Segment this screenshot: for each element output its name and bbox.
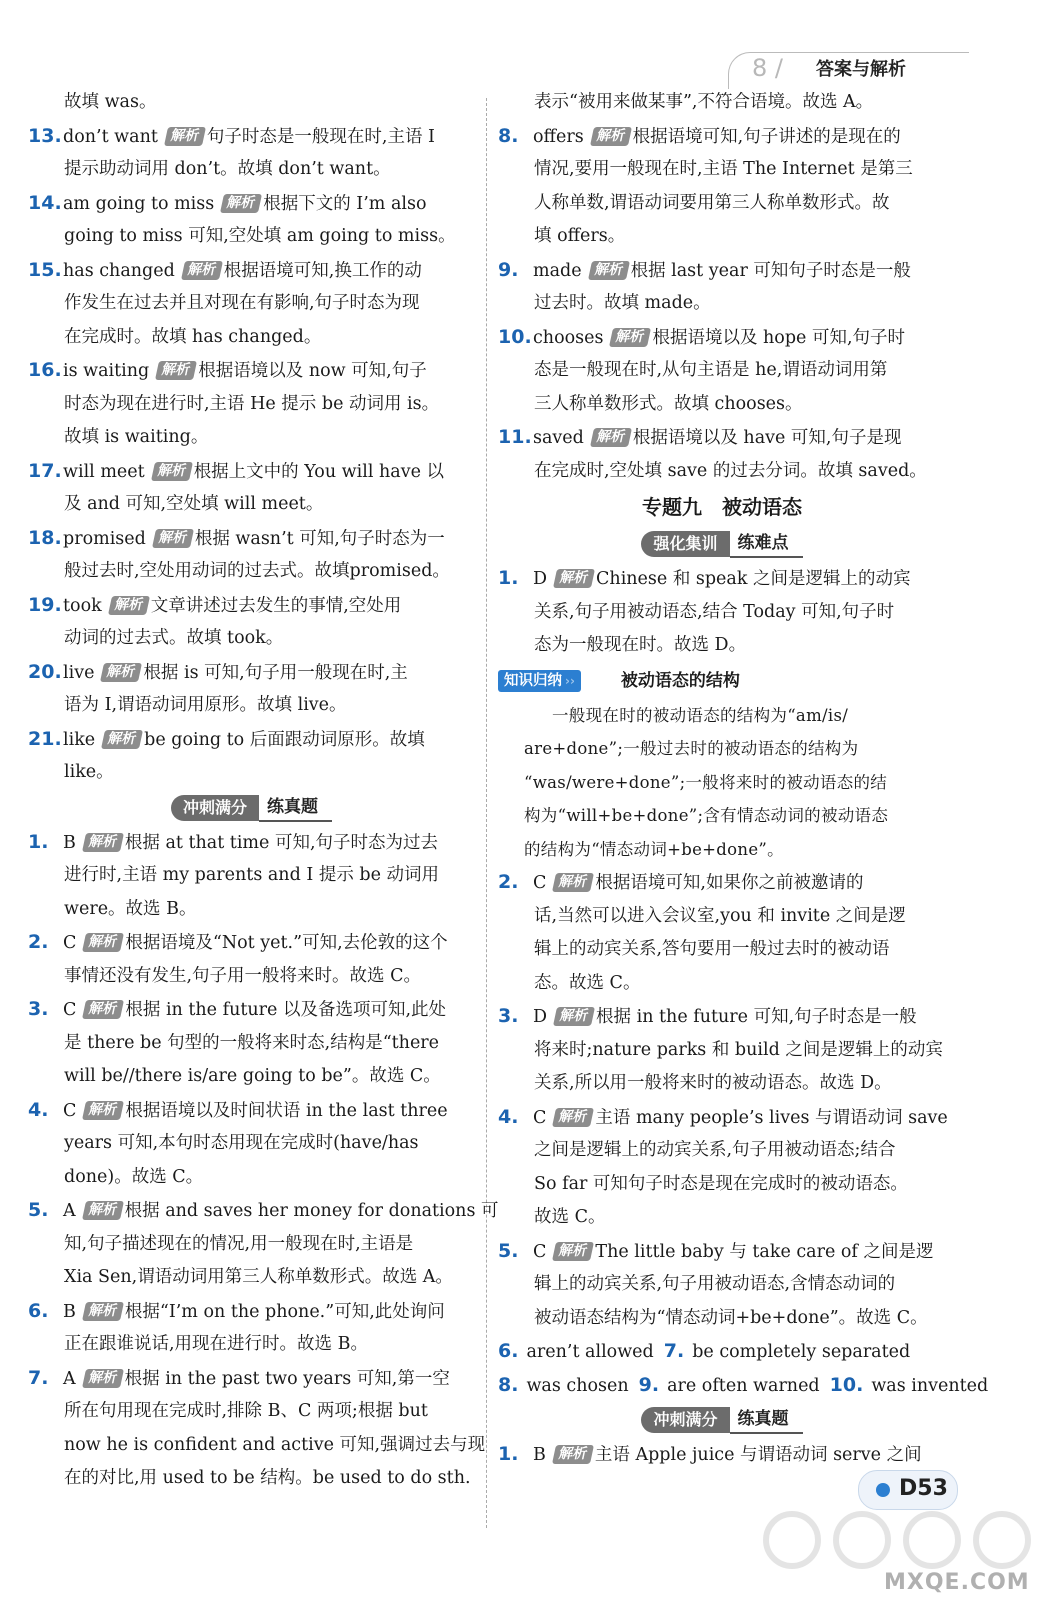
answer-item (28, 455, 475, 489)
analysis-tag-label: 解析 (87, 934, 120, 950)
banner-label: 冲刺满分 (171, 795, 259, 821)
text-line: So far 可知句子时态是现在完成时的被动语态。 (534, 1173, 908, 1194)
analysis-tag (151, 462, 193, 481)
text-line: 将来时;nature parks 和 build 之间是逻辑上的动宾 (534, 1039, 943, 1060)
explanation: 根据 at that time 可知,句子时态为过去 (124, 832, 439, 853)
analysis-tag-label: 解析 (160, 362, 193, 378)
analysis-tag (552, 1242, 594, 1261)
answer: made (533, 260, 582, 281)
answer-item (28, 187, 475, 221)
analysis-tag-label: 解析 (595, 429, 627, 445)
banner-label: 冲刺满分 (641, 1407, 729, 1433)
answer-item (498, 120, 946, 154)
analysis-tag-label: 解析 (186, 261, 218, 278)
analysis-tag (82, 1101, 124, 1120)
answer-item (28, 656, 475, 690)
section-banner (28, 790, 475, 826)
answer-item (498, 1235, 946, 1269)
analysis-tag-label: 解析 (595, 127, 627, 144)
answer: be completely separated (692, 1342, 911, 1362)
left-column (28, 86, 499, 1496)
analysis-tag-label: 解析 (557, 1108, 590, 1125)
answer-item (498, 562, 946, 596)
answer-item (498, 1438, 946, 1472)
answer-item (28, 254, 475, 288)
analysis-tag-label: 解析 (87, 1302, 119, 1319)
answer-item (28, 120, 475, 154)
explanation: 根据 in the future 以及备选项可知,此处 (125, 1000, 447, 1020)
explanation: 根据 last year 可知句子时态是一般 (630, 260, 911, 281)
item-number: 13. (28, 124, 62, 147)
item-number: 6. (28, 1299, 49, 1322)
text-line: 时态为现在进行时,主语 He 提示 be 动词用 is。 (64, 393, 440, 414)
text-line: 态为一般现在时。故选 D。 (534, 635, 747, 655)
analysis-tag (609, 328, 651, 347)
item-number: 4. (498, 1105, 519, 1128)
text-line: 故填 is waiting。 (64, 427, 209, 447)
section-banner (498, 526, 946, 562)
answer: A (63, 1368, 76, 1389)
text-line: 作发生在过去并且对现在有影响,句子时态为现 (64, 293, 420, 313)
right-column (498, 86, 989, 1472)
answer: aren’t allowed (526, 1342, 654, 1362)
item-number: 19. (28, 593, 62, 616)
item-number: 10. (498, 325, 532, 348)
knowledge-line: are+done”;一般过去时的被动语态的结构为 (524, 739, 859, 758)
analysis-tag (100, 663, 142, 682)
item-number: 8. (498, 124, 519, 147)
answer-item (498, 421, 946, 455)
answer-item (28, 926, 475, 960)
banner-label: 强化集训 (641, 531, 729, 557)
item-number: 8. (498, 1373, 519, 1396)
knowledge-tag: 知识归纳 ›› (498, 670, 581, 692)
answer-combo-line (498, 1335, 946, 1369)
analysis-tag (552, 1108, 594, 1127)
answer-item (498, 866, 946, 900)
page-number: D53 (899, 1476, 948, 1501)
analysis-tag (164, 127, 206, 146)
banner-subtitle: 练真题 (730, 1406, 803, 1434)
item-number: 2. (28, 931, 49, 953)
answer-item (28, 1362, 475, 1396)
text-line: now he is confident and active 可知,强调过去与现 (64, 1434, 486, 1455)
text-line: 故选 C。 (534, 1207, 606, 1227)
answer: chooses (533, 327, 604, 348)
text-line: 人称单数,谓语动词要用第三人称单数形式。故 (534, 192, 890, 213)
knowledge-box (498, 663, 946, 867)
text-line: 态。故选 C。 (534, 972, 641, 993)
text-line: 情况,要用一般现在时,主语 The Internet 是第三 (534, 159, 913, 179)
item-number: 1. (28, 830, 49, 853)
answer-item (28, 522, 475, 556)
analysis-tag-label: 解析 (157, 529, 189, 546)
analysis-tag-label: 解析 (614, 328, 647, 345)
analysis-tag-label: 解析 (558, 570, 590, 586)
analysis-tag-label: 解析 (558, 1008, 590, 1024)
answer: C (63, 933, 77, 953)
section-banner (498, 1402, 946, 1438)
item-number: 18. (28, 526, 62, 549)
answer: saved (533, 428, 584, 448)
item-number: 14. (28, 191, 62, 214)
answer: C (533, 1241, 547, 1262)
header-decoration: 8 / (752, 54, 783, 82)
explanation: The little baby 与 take care of 之间是逻 (595, 1241, 934, 1262)
answer: C (533, 873, 547, 893)
knowledge-body (498, 699, 946, 867)
text-line: 话,当然可以进入会议室,you 和 invite 之间是逻 (534, 905, 906, 926)
answer: A (63, 1201, 76, 1221)
text-line: 事情还没有发生,句子用一般将来时。故选 C。 (64, 965, 422, 986)
analysis-tag (82, 933, 124, 952)
answer-item (28, 1295, 475, 1329)
answer: live (63, 662, 95, 683)
text-line: 关系,所以用一般将来时的被动语态。故选 D。 (534, 1073, 892, 1093)
explanation: 根据语境及“Not yet.”可知,去伦敦的这个 (125, 933, 448, 953)
analysis-tag-label: 解析 (557, 1446, 589, 1462)
analysis-tag (82, 1000, 124, 1019)
analysis-tag-label: 解析 (87, 1001, 120, 1017)
analysis-tag (108, 596, 150, 615)
knowledge-line: 构为“will+be+done”;含有情态动词的被动语态 (524, 806, 889, 825)
knowledge-line: 的结构为“情态动词+be+done”。 (524, 839, 784, 859)
knowledge-header (498, 663, 946, 699)
analysis-tag-label: 解析 (87, 1101, 120, 1118)
answer-item (498, 321, 946, 355)
knowledge-line: 一般现在时的被动语态的结构为“am/is/ (552, 705, 849, 725)
answer: took (63, 595, 102, 616)
analysis-tag (82, 1302, 124, 1321)
answer: B (63, 1301, 76, 1322)
analysis-tag (552, 873, 594, 892)
text-line: 提示助动词用 don’t。故填 don’t want。 (64, 159, 391, 179)
text-line: 进行时,主语 my parents and I 提示 be 动词用 (64, 865, 440, 885)
text-line: 辑上的动宾关系,句子用被动语态,含情态动词的 (534, 1274, 896, 1294)
analysis-tag-label: 解析 (113, 596, 145, 613)
analysis-tag-label: 解析 (592, 261, 625, 278)
explanation: 根据语境以及时间状语 in the last three (125, 1100, 448, 1121)
text-line: 及 and 可知,空处填 will meet。 (64, 494, 324, 514)
item-number: 10. (829, 1373, 864, 1396)
item-number: 7. (28, 1366, 49, 1389)
answer: was chosen (526, 1375, 629, 1396)
analysis-tag-label: 解析 (87, 1369, 119, 1386)
analysis-tag-label: 解析 (87, 833, 119, 850)
text-line: 般过去时,空处用动词的过去式。故填promised。 (64, 561, 450, 581)
text-line: 是 there be 句型的一般将来时态,结构是“there (64, 1032, 440, 1053)
analysis-tag (82, 833, 124, 852)
item-number: 3. (498, 1005, 519, 1027)
explanation: 根据语境以及 have 可知,句子是现 (632, 428, 902, 448)
banner-subtitle: 练难点 (730, 530, 803, 558)
answer: B (533, 1445, 546, 1465)
answer-item (28, 354, 475, 388)
item-number: 2. (498, 871, 519, 893)
text-line: 语为 I,谓语动词用原形。故填 live。 (64, 695, 347, 715)
analysis-tag (82, 1369, 124, 1388)
answer-combo-line (498, 1369, 989, 1403)
answer: C (63, 1000, 77, 1020)
answer: offers (533, 126, 584, 147)
analysis-tag-label: 解析 (557, 1242, 590, 1259)
text-line: 态是一般现在时,从句主语是 he,谓语动词用第 (534, 360, 888, 380)
analysis-tag (553, 1007, 595, 1026)
text-line: 在的对比,用 used to be 结构。be used to do sth. (64, 1468, 471, 1488)
text-line: done)。故选 C。 (64, 1166, 204, 1187)
page-header-title: 答案与解析 (816, 59, 906, 80)
answer-item (28, 1094, 475, 1128)
item-number: 5. (498, 1239, 519, 1262)
answer: is waiting (63, 361, 150, 381)
answer: will meet (63, 461, 145, 482)
knowledge-line: “was/were+done”;一般将来时的被动语态的结 (524, 772, 888, 792)
answer-item (498, 1101, 946, 1135)
item-number: 5. (28, 1199, 49, 1221)
explanation: Chinese 和 speak 之间是逻辑上的动宾 (596, 569, 911, 589)
item-number: 16. (28, 359, 62, 381)
explanation: 根据 wasn’t 可知,句子时态为一 (194, 528, 445, 549)
item-number: 11. (498, 426, 532, 448)
explanation: 根据语境可知,句子讲述的是现在的 (632, 126, 901, 147)
answer: D (533, 569, 548, 589)
analysis-tag (155, 361, 197, 380)
explanation: 根据 in the past two years 可知,第一空 (124, 1368, 450, 1389)
explanation: 根据语境可知,如果你之前被邀请的 (595, 873, 864, 893)
column-divider (486, 98, 487, 1528)
text-line: like。 (64, 762, 114, 782)
item-number: 3. (28, 998, 49, 1020)
item-number: 4. (28, 1098, 49, 1121)
topic-title: 专题九 被动语态 (642, 495, 802, 519)
analysis-tag-label: 解析 (105, 663, 138, 680)
answer: promised (63, 528, 146, 549)
explanation: 根据下文的 I’m also (263, 193, 427, 214)
answer: has changed (63, 260, 175, 281)
watermark-text: MXQE.COM (884, 1570, 1030, 1595)
analysis-tag (152, 529, 194, 548)
analysis-tag (552, 1445, 594, 1464)
analysis-tag (553, 569, 595, 588)
text-line: 知,句子描述现在的情况,用一般现在时,主语是 (64, 1233, 414, 1254)
analysis-tag (82, 1201, 124, 1220)
analysis-tag (588, 261, 630, 280)
analysis-tag (590, 127, 632, 146)
analysis-tag-label: 解析 (87, 1202, 119, 1218)
explanation: 根据上文中的 You will have 以 (193, 461, 444, 482)
text-line: 故填 was。 (64, 92, 157, 112)
item-number: 9. (638, 1373, 660, 1396)
explanation: 根据语境以及 now 可知,句子 (198, 361, 427, 381)
text-line: 辑上的动宾关系,答句要用一般过去时的被动语 (534, 939, 890, 959)
item-number: 20. (28, 660, 62, 683)
explanation: 根据 is 可知,句子用一般现在时,主 (143, 662, 408, 683)
answer-item (28, 723, 475, 757)
text-line: 填 offers。 (534, 226, 626, 246)
answer: D (533, 1007, 548, 1027)
item-number: 15. (28, 258, 62, 281)
analysis-tag-label: 解析 (557, 874, 590, 890)
text-line: 所在句用现在完成时,排除 B、C 两项;根据 but (64, 1401, 428, 1421)
text-line: 三人称单数形式。故填 chooses。 (534, 393, 803, 414)
answer: C (63, 1100, 77, 1121)
analysis-tag (220, 194, 262, 213)
analysis-tag (590, 428, 632, 447)
item-number: 9. (498, 258, 519, 281)
answer: B (63, 832, 76, 853)
explanation: 根据 in the future 可知,句子时态是一般 (596, 1007, 917, 1027)
explanation: 文章讲述过去发生的事情,空处用 (150, 595, 402, 616)
text-line: 关系,句子用被动语态,结合 Today 可知,句子时 (534, 601, 895, 622)
explanation: 根据语境可知,换工作的动 (223, 260, 422, 281)
page-dot-icon (876, 1483, 890, 1497)
item-number: 7. (663, 1340, 685, 1362)
explanation: 主语 Apple juice 与谓语动词 serve 之间 (594, 1445, 922, 1465)
analysis-tag-label: 解析 (106, 730, 138, 747)
answer: was invented (871, 1375, 989, 1396)
text-line: 过去时。故填 made。 (534, 293, 711, 313)
text-line: 被动语态结构为“情态动词+be+done”。故选 C。 (534, 1307, 928, 1328)
item-number: 21. (28, 727, 62, 750)
answer: don’t want (63, 126, 158, 147)
analysis-tag (101, 730, 143, 749)
answer-item (28, 993, 475, 1027)
answer-item (28, 589, 475, 623)
knowledge-title: 被动语态的结构 (620, 670, 740, 691)
answer-item (498, 254, 946, 288)
item-number: 17. (28, 459, 62, 482)
answer: are often warned (667, 1375, 820, 1396)
text-line: 表示“被用来做某事”,不符合语境。故选 A。 (534, 92, 874, 112)
answer: C (533, 1107, 547, 1128)
answer: am going to miss (63, 193, 215, 214)
explanation: 根据“I’m on the phone.”可知,此处询问 (124, 1301, 445, 1322)
item-number: 1. (498, 567, 519, 589)
explanation: 根据 and saves her money for donations 可 (124, 1201, 499, 1221)
item-number: 1. (498, 1443, 519, 1465)
text-line: 之间是逻辑上的动宾关系,句子用被动语态;结合 (534, 1140, 896, 1160)
text-line: were。故选 B。 (64, 898, 197, 919)
answer: like (63, 729, 96, 750)
explanation: 根据语境以及 hope 可知,句子时 (652, 327, 906, 348)
answer-item (498, 1000, 946, 1034)
explanation: 主语 many people’s lives 与谓语动词 save (595, 1107, 948, 1128)
answer-item (28, 826, 475, 860)
text-line: Xia Sen,谓语动词用第三人称单数形式。故选 A。 (64, 1267, 453, 1287)
analysis-tag-label: 解析 (225, 194, 258, 211)
text-line: going to miss 可知,空处填 am going to miss。 (64, 226, 456, 246)
analysis-tag-label: 解析 (169, 127, 201, 144)
explanation: be going to 后面跟动词原形。故填 (144, 729, 425, 750)
banner-subtitle: 练真题 (259, 794, 332, 822)
analysis-tag-label: 解析 (156, 462, 188, 479)
text-line: 正在跟谁说话,用现在进行时。故选 B。 (64, 1334, 368, 1354)
item-number: 6. (498, 1340, 519, 1362)
text-line: 在完成时。故填 has changed。 (64, 326, 322, 347)
text-line: years 可知,本句时态用现在完成时(have/has (64, 1133, 419, 1153)
answer-item (28, 1194, 499, 1228)
text-line: will be//there is/are going to be”。故选 C。 (64, 1066, 441, 1086)
explanation: 句子时态是一般现在时,主语 I (206, 126, 435, 147)
analysis-tag (181, 261, 223, 280)
text-line: 动词的过去式。故填 took。 (64, 628, 284, 648)
text-line: 在完成时,空处填 save 的过去分词。故填 saved。 (534, 460, 927, 481)
